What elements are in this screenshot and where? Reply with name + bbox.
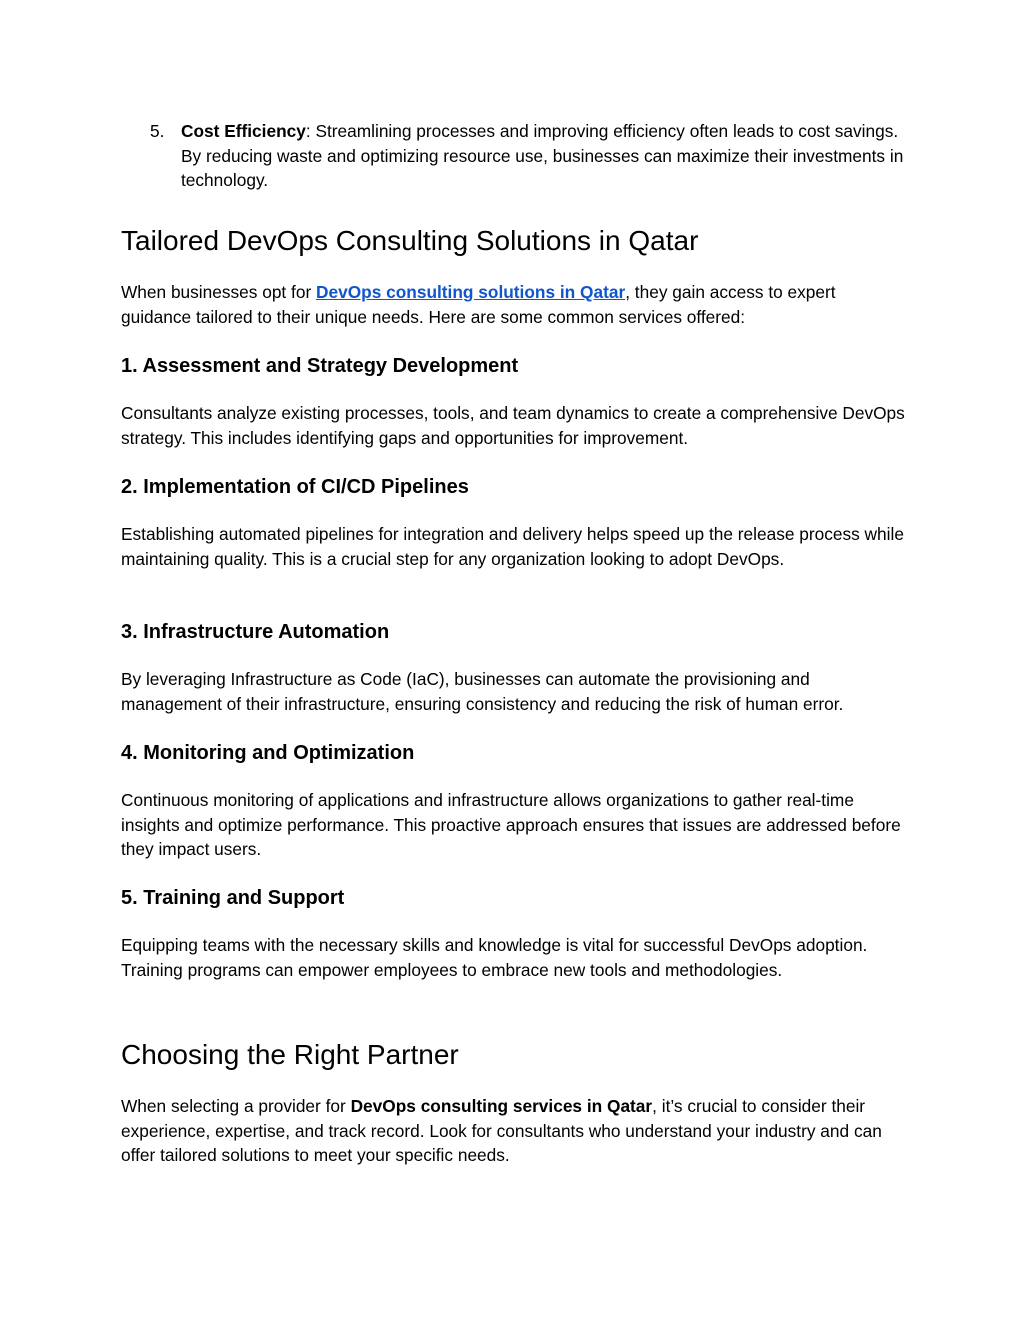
list-item-number: 5. [150,121,165,141]
partner-text-before: When selecting a provider for [121,1096,351,1116]
list-item-body [181,119,906,193]
section-intro-paragraph [121,280,906,329]
list-item-term: Cost Efficiency [181,121,306,141]
partner-text-bold: DevOps consulting services in Qatar [350,1096,653,1116]
section-heading-tailored-solutions: Tailored DevOps Consulting Solutions in Qatar [121,225,699,256]
paragraph-assessment: Consultants analyze existing processes, tools, and team dynamics to create a comprehensive DevOps strategy. This includes identifying gaps and opportunities for improvement. [121,403,905,448]
devops-solutions-link[interactable]: DevOps consulting solutions in Qatar [316,282,626,302]
paragraph-monitoring: Continuous monitoring of applications and infrastructure allows organizations to gather real-time insights and optimize performance. This proactive approach ensures that issues are addressed before they impact users. [121,790,901,859]
subheading-assessment: 1. Assessment and Strategy Development [121,355,519,377]
intro-text-before: When businesses opt for [121,282,316,302]
subheading-training: 5. Training and Support [121,887,345,909]
subheading-monitoring: 4. Monitoring and Optimization [121,742,415,764]
paragraph-choosing-partner [121,1094,906,1168]
list-item-text: : Streamlining processes and improving efficiency often leads to cost savings. By reducing waste and optimizing resource use, businesses can maximize their investments in technology. [181,121,904,190]
paragraph-training: Equipping teams with the necessary skills and knowledge is vital for successful DevOps adoption. Training programs can empower employees to embrace new tools and methodologies. [121,935,868,980]
paragraph-infrastructure: By leveraging Infrastructure as Code (IaC), businesses can automate the provisioning and management of their infrastructure, ensuring consistency and reducing the risk of human error. [121,669,844,714]
subheading-cicd: 2. Implementation of CI/CD Pipelines [121,476,469,498]
intro-text-after: , they gain access to expert guidance tailored to their unique needs. Here are some common services offered: [121,282,836,327]
subheading-infrastructure: 3. Infrastructure Automation [121,621,390,643]
list-item-cost-efficiency [121,119,906,193]
section-heading-choosing-partner: Choosing the Right Partner [121,1039,459,1070]
paragraph-cicd: Establishing automated pipelines for integration and delivery helps speed up the release process while maintaining quality. This is a crucial step for any organization looking to adopt DevOps. [121,524,904,569]
partner-text-after: , it’s crucial to consider their experience, expertise, and track record. Look for consultants who understand your industry and can offer tailored solutions to meet your specific needs. [121,1096,882,1165]
